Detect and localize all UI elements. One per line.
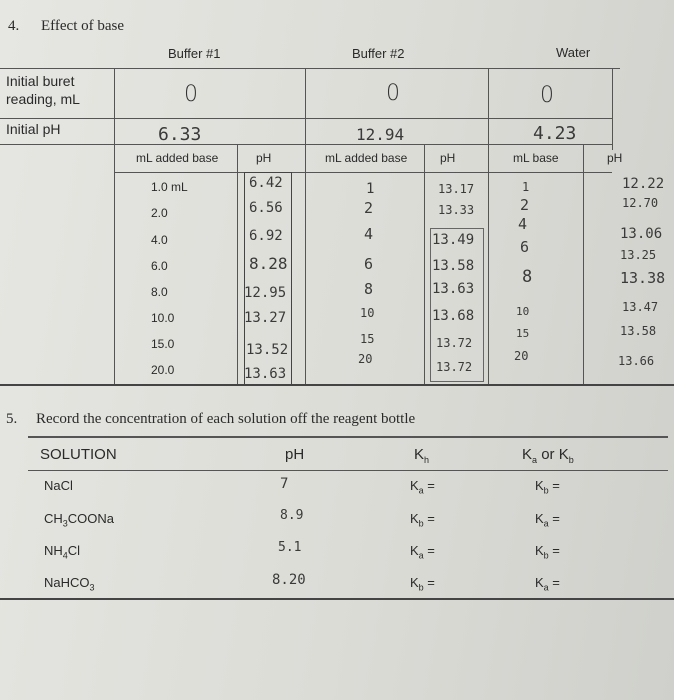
w-ph-0: 12.22 (622, 176, 665, 192)
subheader-b1-ph: pH (256, 151, 272, 165)
t2-header-ph: pH (285, 446, 305, 463)
initial-buret-buffer2: 0 (386, 81, 400, 106)
table1-divider-2 (305, 68, 306, 384)
t2-row3-k2: $K_a$ = (535, 575, 560, 593)
b1-ph-2: 6.92 (249, 228, 283, 244)
t2-row2-solution: $NH_4Cl$ (44, 543, 81, 561)
w-ml-7: 20 (514, 349, 529, 363)
table1-sub-divider-1 (237, 144, 238, 384)
b2-ml-5: 10 (360, 306, 375, 320)
table1-divider-1 (114, 68, 115, 384)
b2-ml-7: 20 (358, 352, 373, 366)
table2-top-line (28, 436, 668, 438)
w-ph-2: 13.06 (620, 226, 663, 242)
subheader-b1-ml: mL added base (136, 151, 219, 165)
w-ph-3: 13.25 (620, 248, 657, 262)
w-ml-4: 8 (522, 267, 533, 287)
b2-ph-3: 13.58 (432, 258, 475, 274)
table1-bottom-line (0, 384, 674, 386)
t2-row0-solution: NaCl (44, 478, 73, 493)
b1-ml-4: 8.0 (151, 285, 168, 299)
initial-buret-water: 0 (540, 83, 554, 108)
b1-ph-1: 6.56 (249, 200, 283, 216)
b1-ph-3: 8.28 (249, 254, 288, 273)
table1-divider-4 (612, 68, 613, 150)
t2-row2-k2: $K_b$ = (535, 543, 560, 561)
b2-ph-box (430, 228, 484, 382)
b1-ml-1: 2.0 (151, 206, 168, 220)
table1-sub-divider-3 (583, 144, 584, 384)
section5-title: Record the concentration of each solution off the reagent bottle (36, 411, 416, 427)
w-ph-1: 12.70 (622, 196, 659, 210)
t2-row0-ph: 7 (280, 476, 289, 492)
b1-ph-7: 13.63 (244, 366, 287, 382)
subheader-b2-ml: mL added base (325, 151, 408, 165)
table1-divider-3 (488, 68, 489, 384)
section4-number: 4. (8, 18, 20, 34)
w-ph-4: 13.38 (620, 269, 666, 287)
table2-header-line (28, 470, 668, 471)
t2-header-ka-kb: $K_a$ or $K_b$ (522, 446, 574, 465)
b2-ml-4: 8 (364, 280, 374, 298)
initial-buret-buffer1: 0 (184, 82, 198, 107)
b1-ml-3: 6.0 (151, 259, 168, 273)
col-header-buffer1: Buffer #1 (168, 46, 221, 61)
b1-ph-0: 6.42 (249, 175, 283, 191)
b2-ph-6: 13.72 (436, 336, 473, 350)
b2-ml-2: 4 (364, 225, 374, 243)
initial-ph-buffer1: 6.33 (158, 124, 202, 145)
subheader-w-ph: pH (607, 151, 623, 165)
b1-ml-2: 4.0 (151, 233, 168, 247)
w-ph-5: 13.47 (622, 300, 659, 314)
b1-ph-5: 13.27 (244, 310, 287, 326)
b1-ml-0: 1.0 mL (151, 180, 188, 194)
w-ml-1: 2 (520, 196, 530, 214)
w-ph-6: 13.58 (620, 324, 657, 338)
t2-header-solution: SOLUTION (40, 446, 117, 463)
table2-bottom-line (0, 598, 674, 600)
col-header-water: Water (556, 45, 591, 60)
t2-row0-k2: $K_b$ = (535, 478, 560, 496)
b2-ph-4: 13.63 (432, 281, 475, 297)
b1-ml-6: 15.0 (151, 337, 175, 351)
w-ml-2: 4 (518, 215, 528, 233)
initial-ph-water: 4.23 (533, 123, 577, 144)
b1-ml-7: 20.0 (151, 363, 175, 377)
b2-ml-6: 15 (360, 332, 375, 346)
t2-row3-solution: NaHCO$_3$ (44, 575, 95, 593)
b2-ph-1: 13.33 (438, 203, 475, 217)
b2-ph-5: 13.68 (432, 308, 475, 324)
initial-ph-buffer2: 12.94 (356, 125, 405, 144)
t2-row2-ph: 5.1 (278, 540, 302, 555)
t2-row3-ph: 8.20 (272, 572, 306, 588)
t2-row1-solution: $CH_3COONa$ (44, 511, 115, 529)
table1-line-4 (114, 172, 612, 173)
b2-ph-0: 13.17 (438, 182, 475, 196)
t2-row1-k1: $K_b$ = (410, 511, 435, 529)
b2-ph-7: 13.72 (436, 360, 473, 374)
b2-ml-3: 6 (364, 255, 374, 273)
table1-line-2 (0, 118, 612, 119)
row-label-initial-buret: Initial buret reading, mL (6, 73, 80, 107)
t2-header-kh: $K_h$ (414, 446, 430, 465)
row-label-initial-ph: Initial pH (6, 121, 61, 137)
w-ph-7: 13.66 (618, 354, 655, 368)
t2-row2-k1: $K_a$ = (410, 543, 435, 561)
table1-line-3 (0, 144, 612, 145)
w-ml-5: 10 (516, 305, 530, 318)
t2-row0-k1: $K_a$ = (410, 478, 435, 496)
section5-number: 5. (6, 411, 18, 427)
w-ml-0: 1 (522, 180, 530, 194)
b1-ml-5: 10.0 (151, 311, 175, 325)
b2-ml-1: 2 (364, 199, 374, 217)
w-ml-3: 6 (520, 238, 530, 256)
t2-row3-k1: $K_b$ = (410, 575, 435, 593)
w-ml-6: 15 (516, 327, 530, 340)
subheader-w-ml: mL base (513, 151, 559, 165)
b2-ml-0: 1 (366, 181, 375, 197)
subheader-b2-ph: pH (440, 151, 456, 165)
section4-title: Effect of base (41, 18, 125, 34)
b1-ph-6: 13.52 (246, 342, 289, 358)
b1-ph-4: 12.95 (244, 285, 287, 301)
table1-sub-divider-2 (424, 144, 425, 384)
table1-top-line (0, 68, 620, 69)
b2-ph-2: 13.49 (432, 232, 475, 248)
t2-row1-k2: $K_a$ = (535, 511, 560, 529)
col-header-buffer2: Buffer #2 (352, 46, 405, 61)
t2-row1-ph: 8.9 (280, 508, 304, 523)
